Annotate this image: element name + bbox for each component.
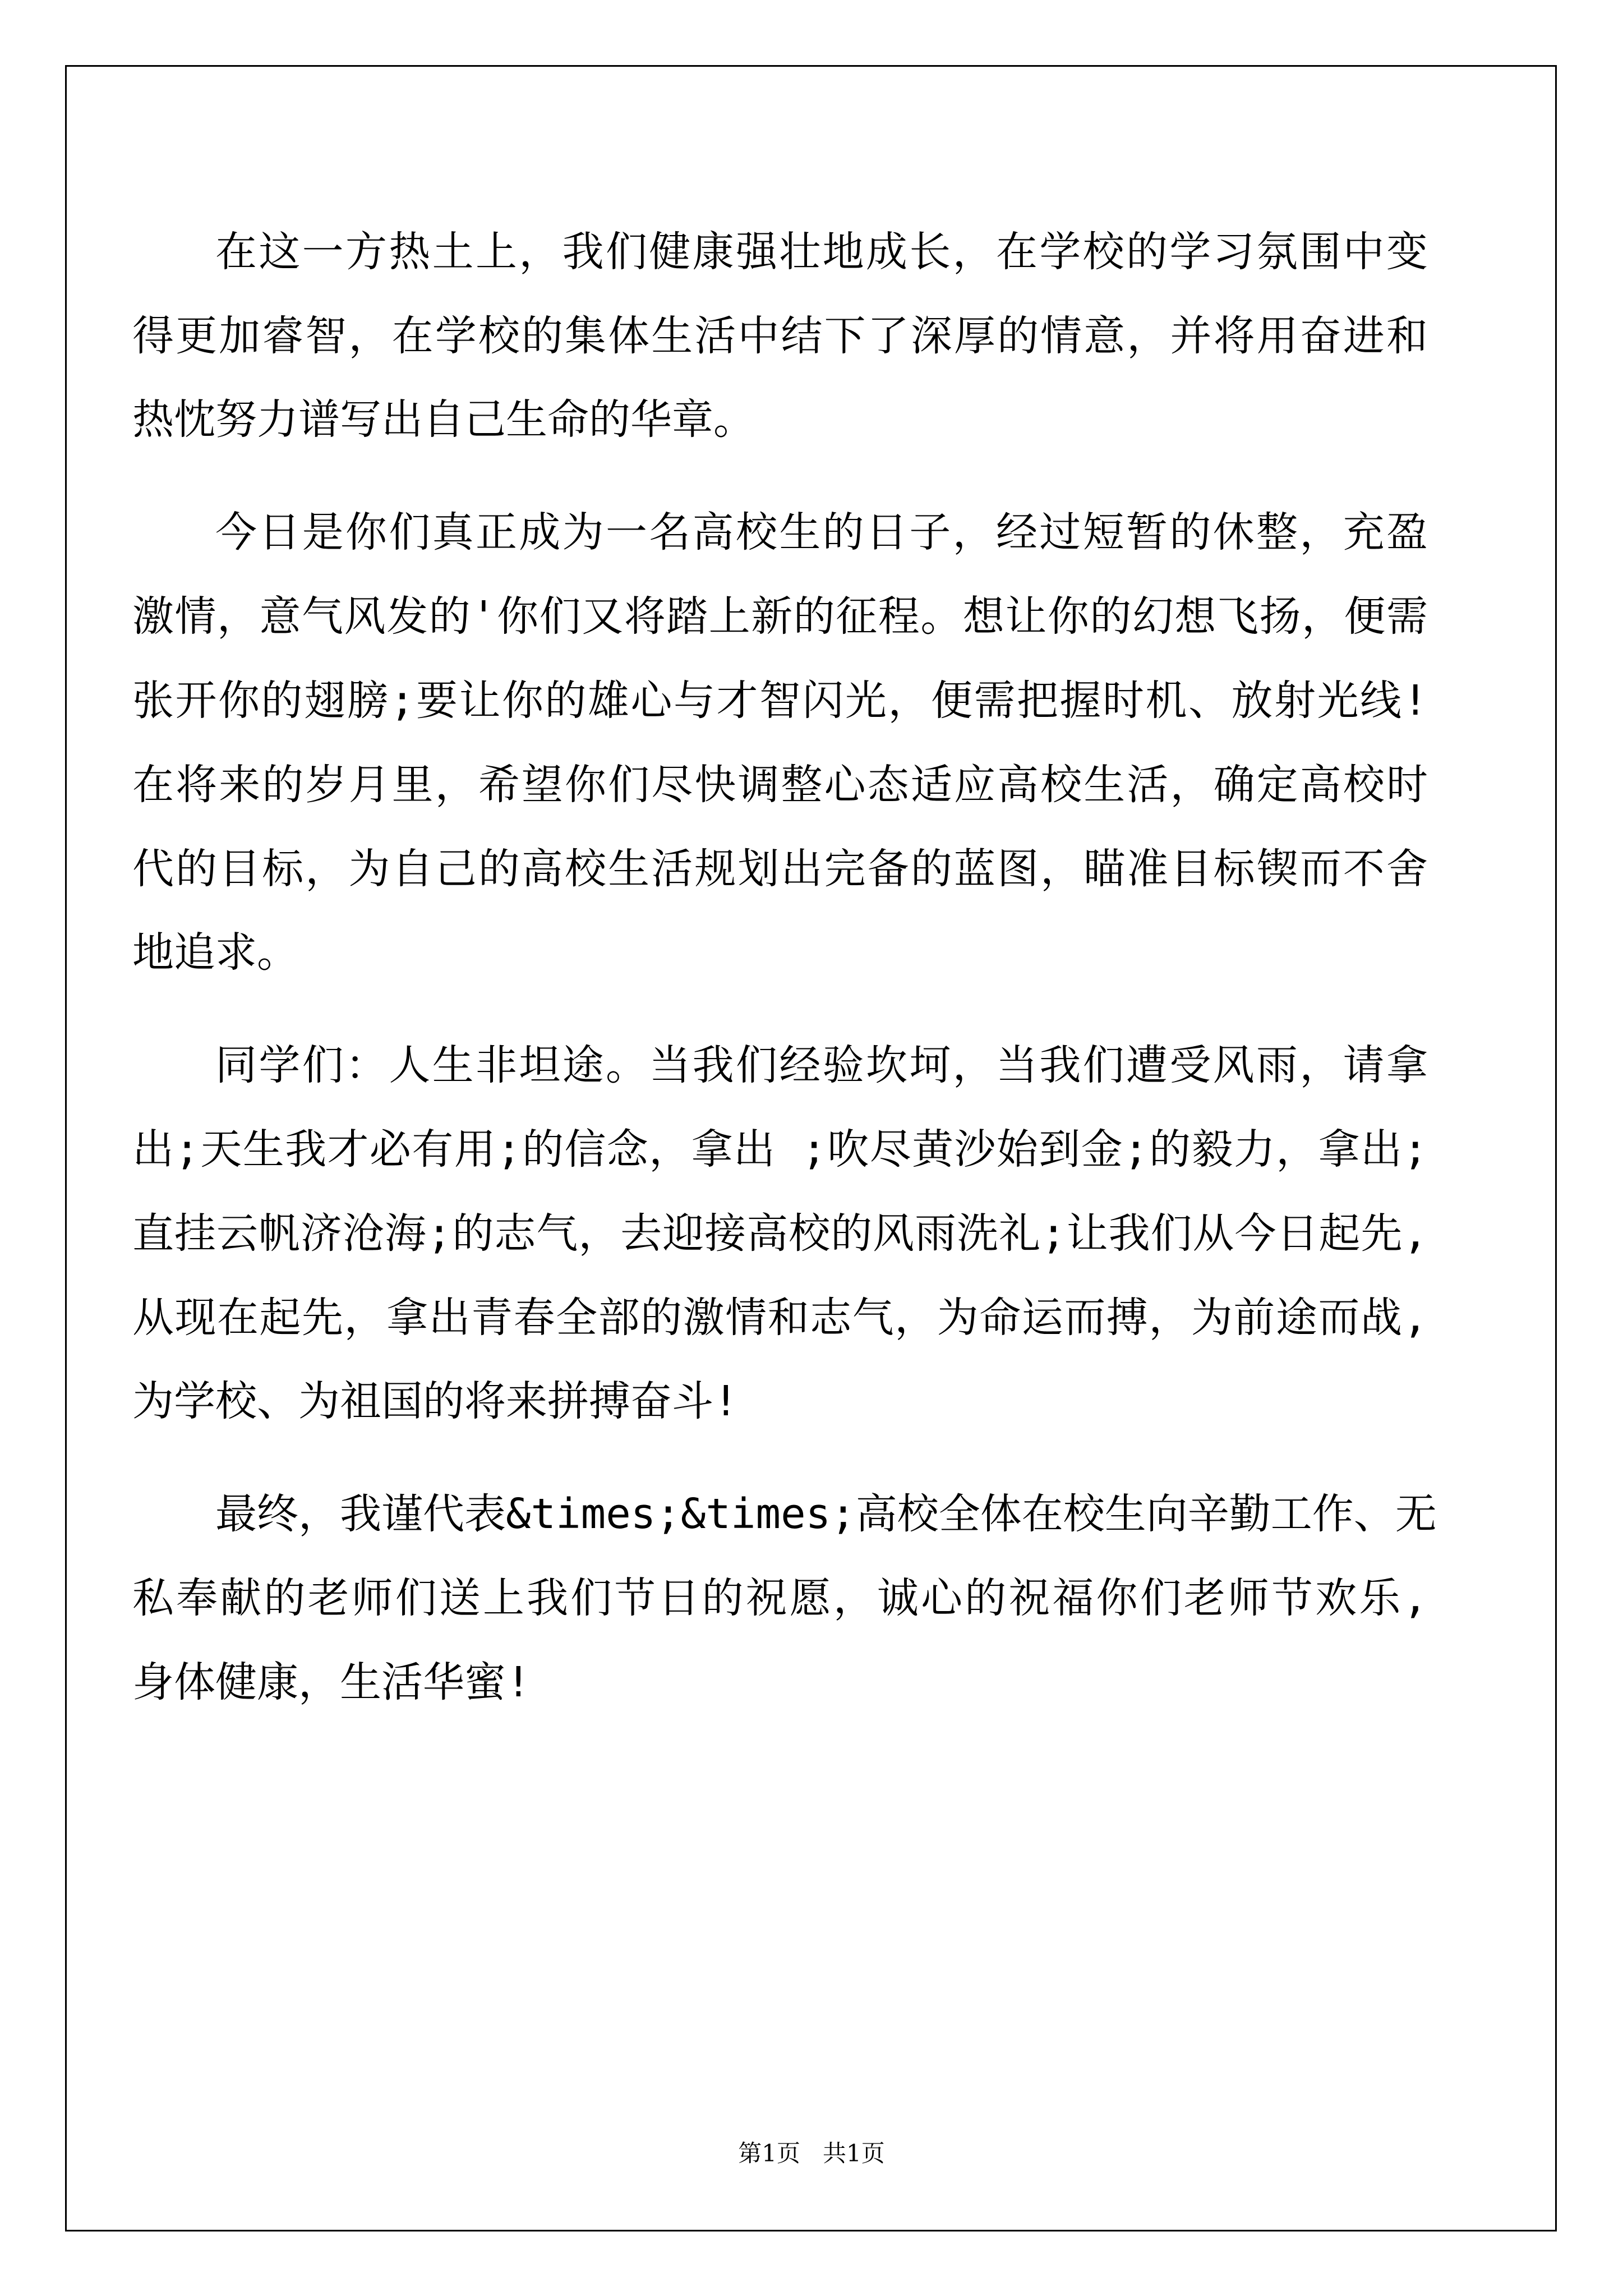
paragraph-2-line-1: 今日是你们真正成为一名高校生的日子，经过短暂的休整，充盈 <box>215 508 1428 556</box>
paragraph-1-line-1: 在这一方热土上，我们健康强壮地成长，在学校的学习氛围中变 <box>215 228 1428 276</box>
paragraph-2-line-6: 地追求。 <box>132 928 298 977</box>
paragraph-4-line-3: 身体健康，生活华蜜! <box>132 1658 531 1706</box>
paragraph-2-line-5: 代的目标，为自己的高校生活规划出完备的蓝图，瞄准目标锲而不舍 <box>132 845 1428 893</box>
paragraph-2-line-2: 激情，意气风发的'你们又将踏上新的征程。想让你的幻想飞扬，便需 <box>132 592 1428 641</box>
paragraph-3-line-3: 直挂云帆济沧海;的志气，去迎接高校的风雨洗礼;让我们从今日起先, <box>132 1209 1428 1258</box>
paragraph-1-line-3: 热忱努力谱写出自己生命的华章。 <box>132 395 755 444</box>
page-number-footer: 第1页 共1页 <box>738 2139 885 2167</box>
paragraph-2-line-3: 张开你的翅膀;要让你的雄心与才智闪光，便需把握时机、放射光线! <box>132 677 1428 725</box>
paragraph-3-line-5: 为学校、为祖国的将来拼搏奋斗! <box>132 1377 739 1425</box>
paragraph-4-line-2: 私奉献的老师们送上我们节日的祝愿，诚心的祝福你们老师节欢乐, <box>132 1574 1428 1622</box>
paragraph-3-line-1: 同学们：人生非坦途。当我们经验坎坷，当我们遭受风雨，请拿 <box>215 1041 1428 1089</box>
paragraph-2-line-4: 在将来的岁月里，希望你们尽快调整心态适应高校生活，确定高校时 <box>132 761 1428 809</box>
paragraph-3-line-2: 出;天生我才必有用;的信念，拿出 ;吹尽黄沙始到金;的毅力，拿出; <box>132 1125 1428 1174</box>
paragraph-3-line-4: 从现在起先，拿出青春全部的激情和志气，为命运而搏，为前途而战, <box>132 1294 1428 1342</box>
paragraph-4-line-1: 最终，我谨代表&times;&times;高校全体在校生向辛勤工作、无 <box>215 1490 1437 1538</box>
paragraph-1-line-2: 得更加睿智，在学校的集体生活中结下了深厚的情意，并将用奋进和 <box>132 312 1428 360</box>
